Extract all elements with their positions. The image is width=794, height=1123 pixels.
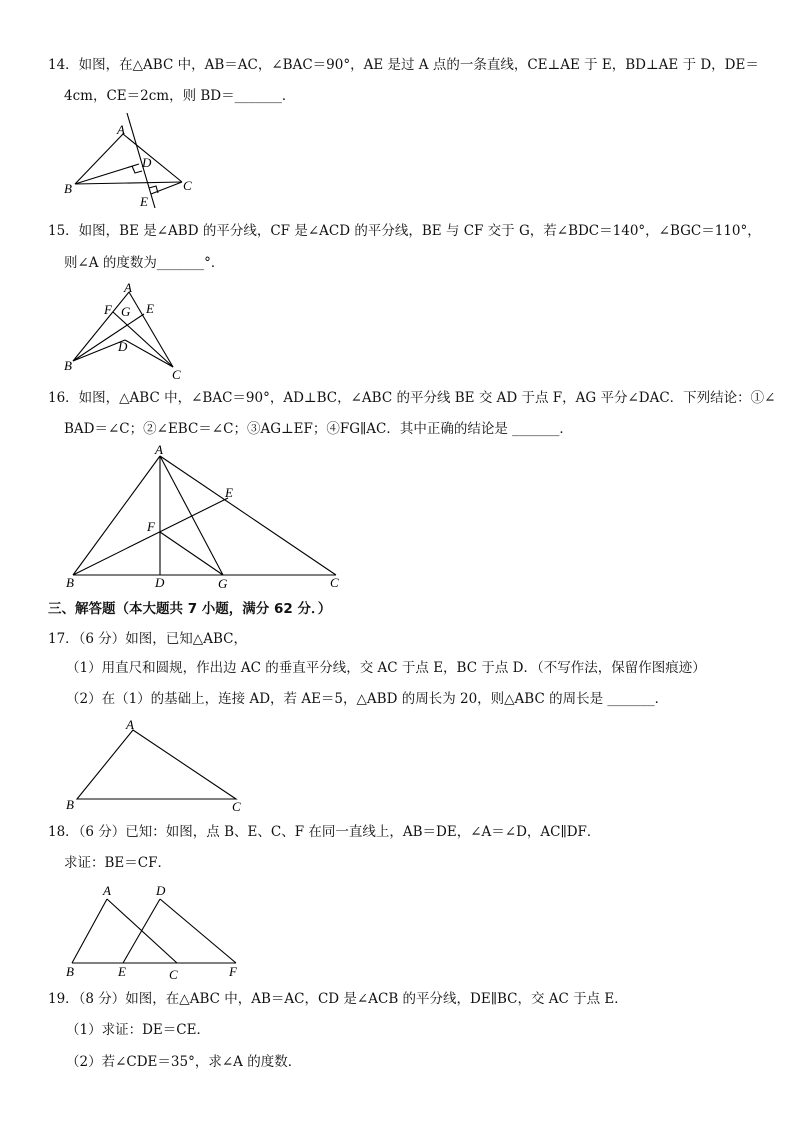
q16-figure: [60, 440, 360, 590]
q18-label-f: F: [229, 964, 237, 979]
q18-text-line2: 求证：BE＝CF．: [64, 855, 171, 871]
q14-label-a: A: [117, 122, 125, 137]
q16-label-b: B: [66, 575, 74, 590]
q14-label-e: E: [140, 194, 148, 209]
q17-text-part2: （2）在（1）的基础上，连接 AD，若 AE＝5，△ABD 的周长为 20，则△ABC 的周长是 _______．: [66, 691, 669, 707]
q18-segment-de: [123, 899, 160, 963]
q15-label-b: B: [64, 358, 72, 373]
q15-label-c: C: [172, 367, 181, 382]
q14-label-c: C: [183, 178, 192, 193]
q16-label-d: D: [155, 575, 165, 590]
q17-text-line1: 17．（6 分）如图，已知△ABC，: [48, 631, 247, 647]
q16-text-line2: BAD＝∠C；②∠EBC＝∠C；③AG⊥EF；④FG∥AC．其中正确的结论是 _______．: [64, 421, 573, 437]
q15-label-f: F: [104, 302, 112, 317]
q15-label-d: D: [118, 339, 128, 354]
q17-label-b: B: [66, 797, 74, 812]
q16-segment-fg: [160, 532, 223, 575]
q18-figure: [60, 876, 260, 986]
q14-text-line1: 14．如图，在△ABC 中，AB＝AC，∠BAC＝90°，AE 是过 A 点的一条直线，CE⊥AE 于 E，BD⊥AE 于 D，DE＝: [48, 57, 759, 73]
q14-right-angle-d: [132, 166, 142, 173]
q15-segment-dc: [125, 340, 173, 367]
q14-segment-ce: [151, 182, 182, 194]
section-3-heading: 三、解答题（本大题共 7 小题，满分 62 分．）: [48, 601, 332, 617]
q16-segment-ab: [73, 456, 160, 575]
q15-label-a: A: [124, 280, 132, 295]
q14-segment-ac: [123, 134, 182, 182]
q16-segment-ag: [160, 456, 223, 575]
q18-segment-df: [160, 899, 236, 963]
q14-figure: [60, 110, 200, 215]
q18-segment-ab: [72, 899, 107, 963]
q18-text-line1: 18．（6 分）已知：如图，点 B、E、C、F 在同一直线上，AB＝DE，∠A＝∠D，AC∥DF．: [48, 824, 601, 840]
q18-label-d: D: [156, 883, 166, 898]
q16-text-line1: 16．如图，△ABC 中，∠BAC＝90°，AD⊥BC，∠ABC 的平分线 BE 交 AD 于点 F，AG 平分∠DAC．下列结论：①∠: [48, 390, 776, 406]
q15-figure: [60, 278, 190, 382]
q17-label-c: C: [232, 799, 241, 814]
q15-label-g: G: [121, 304, 131, 319]
q17-figure: [60, 715, 260, 815]
q16-segment-ac: [160, 456, 336, 575]
q15-label-e: E: [146, 301, 154, 316]
q14-label-b: B: [64, 181, 72, 196]
q18-label-c: C: [169, 967, 178, 982]
q18-label-e: E: [118, 964, 126, 979]
q14-segment-bc: [75, 182, 182, 184]
q15-text-line1: 15．如图，BE 是∠ABD 的平分线，CF 是∠ACD 的平分线，BE 与 CF 交于 G，若∠BDC＝140°，∠BGC＝110°，: [48, 223, 761, 239]
q16-label-g: G: [218, 576, 228, 591]
q18-label-b: B: [66, 964, 74, 979]
q16-label-f: F: [147, 519, 155, 534]
q19-text-line1: 19．（8 分）如图，在△ABC 中，AB＝AC，CD 是∠ACB 的平分线，DE∥BC，交 AC 于点 E．: [48, 991, 628, 1007]
q16-label-e: E: [225, 485, 233, 500]
q15-segment-be: [73, 314, 144, 361]
q14-text-line2: 4cm，CE＝2cm，则 BD＝_______．: [64, 88, 296, 104]
q16-label-c: C: [330, 575, 339, 590]
q17-text-part1: （1）用直尺和圆规，作出边 AC 的垂直平分线，交 AC 于点 E，BC 于点 D．（不写作法，保留作图痕迹）: [66, 660, 706, 676]
q19-text-part1: （1）求证：DE＝CE．: [66, 1022, 210, 1038]
q16-segment-be: [73, 498, 228, 575]
q17-label-a: A: [126, 717, 134, 732]
q18-label-a: A: [103, 883, 111, 898]
q17-triangle-abc: [77, 730, 236, 799]
q14-label-d: D: [142, 155, 152, 170]
q16-label-a: A: [155, 442, 163, 457]
q19-text-part2: （2）若∠CDE＝35°，求∠A 的度数．: [66, 1054, 302, 1070]
q15-text-line2: 则∠A 的度数为_______°．: [64, 255, 225, 271]
